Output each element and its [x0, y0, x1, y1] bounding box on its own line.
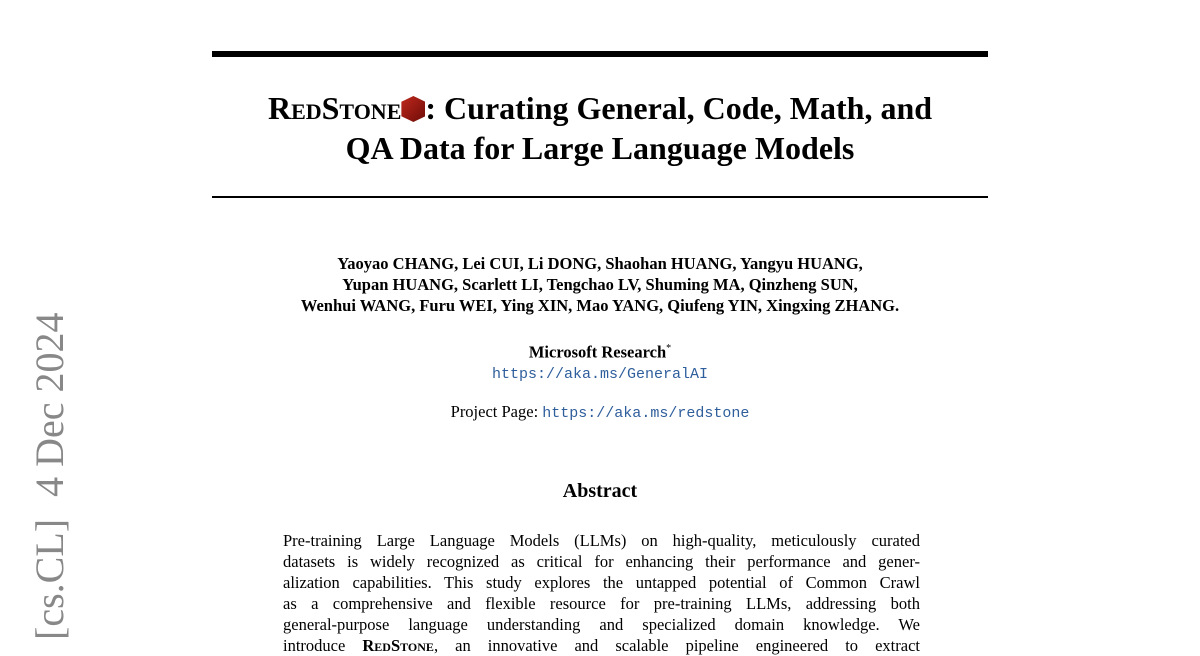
top-rule	[212, 51, 988, 57]
project-link[interactable]: https://aka.ms/redstone	[542, 405, 750, 422]
abstract-body: Pre-training Large Language Models (LLMs) on high-quality, meticulously curated datasets is widely recognized as critical for enhancing their performance and gener- alization capabilities. This study explores the untapped potential of Common Crawl as a comprehensive and flexible resource for pre-training LLMs, addressing both general-purpose language understanding and specialized domain knowledge. We introduce RedStone, an innovative and scalable pipeline engineered to extract	[283, 531, 920, 655]
red-cube-icon	[401, 96, 425, 122]
brand-name: RedStone	[267, 90, 402, 126]
project-page: Project Page: https://aka.ms/redstone	[450, 402, 750, 422]
abstract-heading: Abstract	[562, 480, 638, 502]
affiliation-link[interactable]: https://aka.ms/GeneralAI	[491, 365, 709, 383]
affiliation: Microsoft Research* https://aka.ms/GeneralAI	[200, 338, 1000, 386]
bottom-rule	[212, 196, 988, 198]
arxiv-stamp: [cs.CL]4 Dec 2024	[27, 312, 72, 640]
author-list: Yaoyao CHANG, Lei CUI, Li DONG, Shaohan HUANG, Yangyu HUANG, Yupan HUANG, Scarlett LI, Tengchao LV, Shuming MA, Qinzheng SUN, Wenhui WANG, Furu WEI, Ying XIN, Mao YANG, Qiufeng YIN, Xingxing ZHANG.	[300, 254, 900, 315]
paper-title: RedStone : Curating General, Code, Math, and QA Data for Large Language Models	[267, 90, 933, 166]
abstract-last-line: introduce RedStone, an innovative and scalable pipeline engineered to extract	[283, 636, 920, 655]
